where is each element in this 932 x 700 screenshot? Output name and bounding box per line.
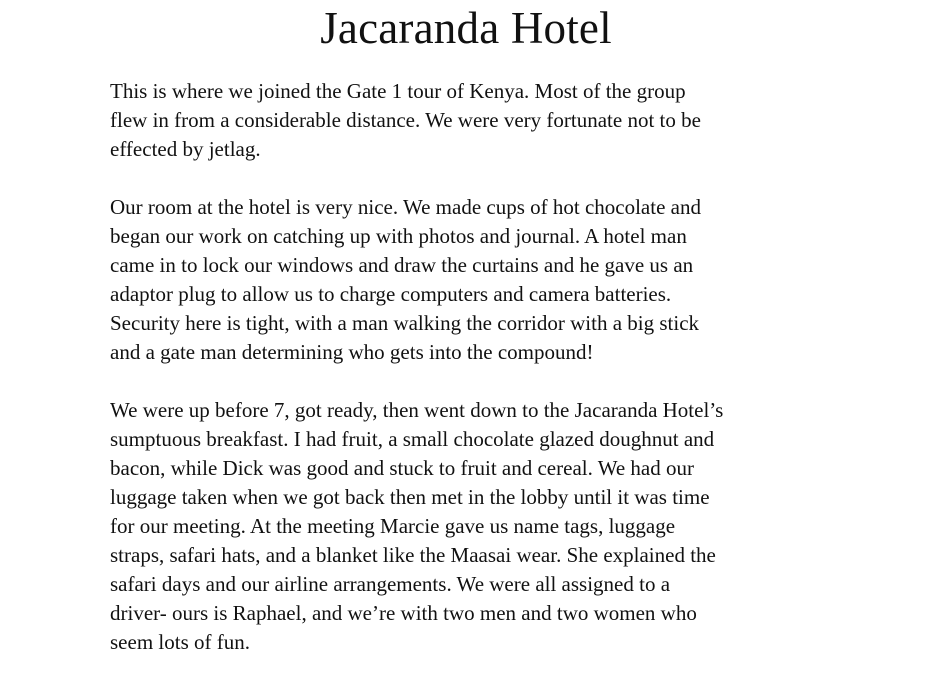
paragraph-3 bbox=[110, 396, 870, 657]
text-line: straps, safari hats, and a blanket like the Maasai wear. She explained the bbox=[110, 543, 716, 567]
text-line: We were up before 7, got ready, then went down to the Jacaranda Hotel’s bbox=[110, 398, 724, 422]
text-line: This is where we joined the Gate 1 tour of Kenya. Most of the group bbox=[110, 79, 686, 103]
text-line: for our meeting. At the meeting Marcie gave us name tags, luggage bbox=[110, 514, 676, 538]
text-line: Security here is tight, with a man walking the corridor with a big stick bbox=[110, 311, 700, 335]
text-line: seem lots of fun. bbox=[110, 630, 250, 654]
text-line: Our room at the hotel is very nice. We made cups of hot chocolate and bbox=[110, 195, 701, 219]
text-line: luggage taken when we got back then met in the lobby until it was time bbox=[110, 485, 710, 509]
paragraph-1 bbox=[110, 77, 870, 164]
text-line: driver- ours is Raphael, and we’re with two men and two women who bbox=[110, 601, 697, 625]
page-title: Jacaranda Hotel bbox=[320, 3, 612, 53]
text-line: came in to lock our windows and draw the curtains and he gave us an bbox=[110, 253, 694, 277]
text-line: flew in from a considerable distance. We were very fortunate not to be bbox=[110, 108, 701, 132]
text-line: began our work on catching up with photos and journal. A hotel man bbox=[110, 224, 687, 248]
text-line: effected by jetlag. bbox=[110, 137, 261, 161]
text-line: sumptuous breakfast. I had fruit, a small chocolate glazed doughnut and bbox=[110, 427, 715, 451]
text-line: bacon, while Dick was good and stuck to fruit and cereal. We had our bbox=[110, 456, 694, 480]
text-line: safari days and our airline arrangements. We were all assigned to a bbox=[110, 572, 671, 596]
body-text bbox=[110, 77, 870, 686]
text-line: adaptor plug to allow us to charge computers and camera batteries. bbox=[110, 282, 672, 306]
text-line: and a gate man determining who gets into the compound! bbox=[110, 340, 594, 364]
paragraph-2 bbox=[110, 193, 870, 367]
